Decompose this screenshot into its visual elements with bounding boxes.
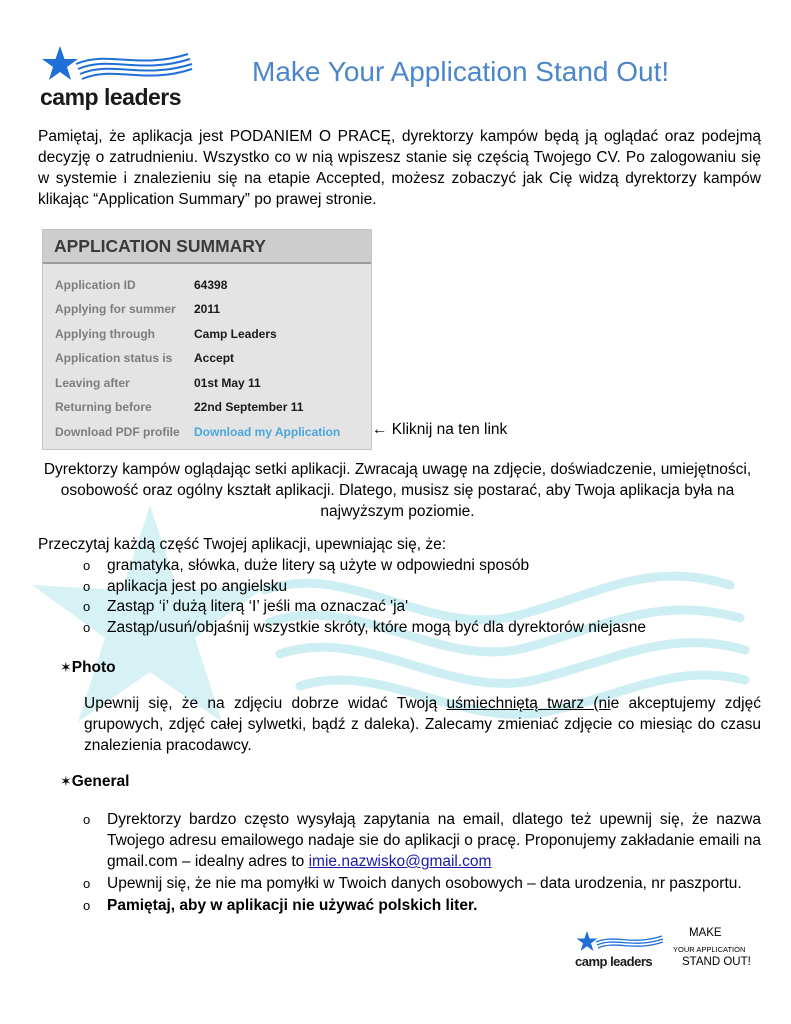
- bullet-icon: o: [83, 812, 91, 827]
- footer-stand-out: STAND OUT!: [682, 956, 751, 968]
- summary-value: 22nd September 11: [194, 400, 304, 414]
- list-item: [83, 618, 646, 639]
- list-item-text: Zastąp ‘i’ dużą literą ‘I’ jeśli ma oznaczać 'ja': [107, 598, 409, 615]
- star-wave-logo-icon: [38, 44, 198, 88]
- list-item: [83, 597, 646, 618]
- list-item-text: aplikacja jest po angielsku: [107, 577, 288, 595]
- photo-text-after: e akceptujemy zdjęć grupowych, zdjęć całej sylwetki, bądź z daleka). Zalecamy zmieniać zdjęcie co miesiąc do czasu znalezienia pracodawcy.: [84, 695, 761, 754]
- general-item2-text: Upewnij się, że nie ma pomyłki w Twoich danych osobowych – data urodzenia, nr paszportu.: [107, 875, 742, 892]
- photo-text-underlined: uśmiechniętą twarz (ni: [446, 695, 611, 712]
- star-bullet-icon: ✶: [60, 659, 72, 675]
- list-item: [83, 577, 646, 598]
- summary-label: Applying through: [55, 327, 155, 341]
- summary-value: 01st May 11: [194, 376, 261, 390]
- application-summary-panel: [42, 229, 372, 450]
- summary-label: Application ID: [55, 278, 136, 292]
- footer-logo: [574, 924, 764, 974]
- summary-value: Camp Leaders: [194, 327, 277, 341]
- footer-star-wave-icon: [574, 930, 666, 956]
- footer-logo-text: camp leaders: [575, 954, 653, 969]
- header-logo: [38, 44, 198, 110]
- photo-heading-text: Photo: [71, 659, 116, 676]
- photo-heading: [60, 659, 116, 677]
- list-item-text: Zastąp/usuń/objaśnij wszystkie skróty, które mogą być dla dyrektorów niejasne: [107, 618, 647, 636]
- directors-paragraph: Dyrektorzy kampów oglądając setki aplikacji. Zwracają uwagę na zdjęcie, doświadczenie, umiejętności, osobowość oraz ogólny kształt aplikacji. Dlatego, musisz się postarać, aby Twoja aplikacja była na najwyższym poziomie.: [43, 461, 752, 520]
- header-logo-text: camp leaders: [40, 84, 182, 110]
- summary-label: Download PDF profile: [55, 425, 180, 439]
- general-heading: [60, 773, 129, 791]
- footer-your-application: YOUR APPLICATION: [673, 945, 746, 954]
- email-example-link[interactable]: imie.nazwisko@gmail.com: [308, 853, 492, 870]
- bullet-icon: o: [83, 619, 91, 635]
- summary-label: Applying for summer: [55, 302, 176, 316]
- click-hint: ← Kliknij na ten link: [372, 421, 508, 438]
- summary-label: Application status is: [55, 351, 173, 365]
- summary-value: Accept: [194, 351, 235, 365]
- list-item: [83, 895, 761, 916]
- summary-body: [43, 264, 371, 449]
- star-bullet-icon: ✶: [60, 773, 72, 789]
- summary-title: APPLICATION SUMMARY: [54, 236, 266, 256]
- checklist: [83, 556, 646, 638]
- checklist-intro: Przeczytaj każdą część Twojej aplikacji, upewniając się, że:: [38, 536, 447, 553]
- photo-text-before: Upewnij się, że na zdjęciu dobrze widać Twoją: [84, 695, 447, 712]
- download-application-link[interactable]: Download my Application: [194, 425, 341, 439]
- summary-label: Leaving after: [55, 376, 130, 390]
- bullet-icon: o: [83, 599, 91, 614]
- list-item: [83, 809, 761, 872]
- general-item3-text: Pamiętaj, aby w aplikacji nie używać polskich liter.: [107, 897, 478, 914]
- page-title: Make Your Application Stand Out!: [252, 56, 670, 87]
- bullet-icon: o: [83, 578, 91, 594]
- general-list: [83, 809, 761, 916]
- list-item-text: gramatyka, słówka, duże litery są użyte w odpowiedni sposób: [107, 557, 530, 574]
- footer-make: MAKE: [689, 927, 722, 939]
- bullet-icon: o: [83, 558, 91, 573]
- list-item: [83, 556, 646, 577]
- list-item: [83, 873, 761, 894]
- summary-value: 64398: [194, 278, 228, 292]
- bullet-icon: o: [83, 898, 91, 913]
- general-heading-text: General: [71, 773, 130, 790]
- summary-header: [43, 230, 371, 264]
- general-item1-text: Dyrektorzy bardzo często wysyłają zapytania na email, dlatego też upewnij się, że nazwa Twojego adresu emailowego nadaje sie do aplikacji o pracę. Proponujemy zakładanie emaili na gmail.com – idealny adres to: [107, 811, 761, 870]
- bullet-icon: o: [83, 876, 91, 891]
- photo-paragraph: [84, 693, 761, 756]
- intro-paragraph: Pamiętaj, że aplikacja jest PODANIEM O PRACĘ, dyrektorzy kampów będą ją oglądać oraz podejmą decyzję o zatrudnieniu. Wszystko co w nią wpiszesz stanie się częścią Twojego CV. Po zalogowaniu się w systemie i znalezieniu się na etapie Accepted, możesz zobaczyć jak Cię widzą dyrektorzy kampów klikając “Application Summary” po prawej stronie.: [38, 128, 761, 208]
- summary-label: Returning before: [55, 400, 152, 414]
- summary-value: 2011: [194, 302, 221, 316]
